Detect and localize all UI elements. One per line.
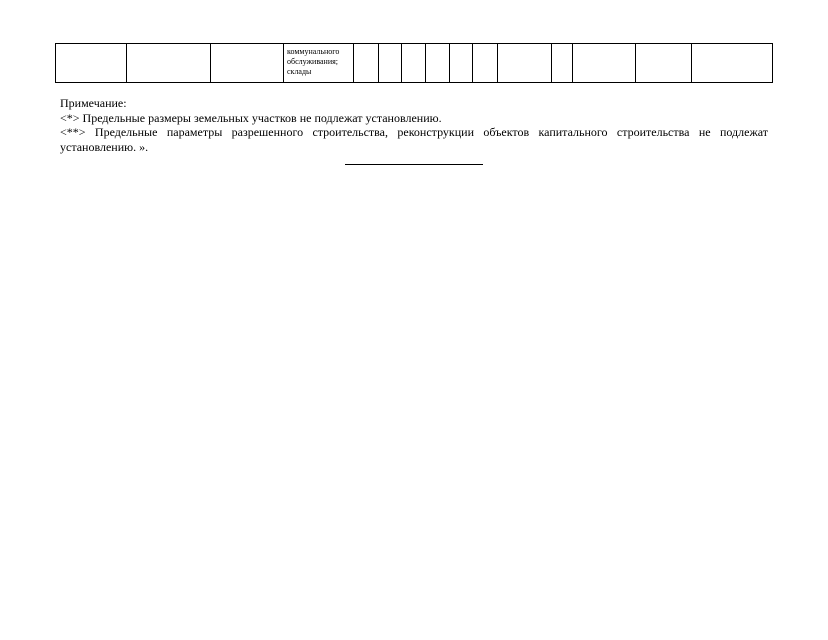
- table-cell: [450, 44, 473, 83]
- table-cell-use-type: коммунального обслуживания; склады: [284, 44, 354, 83]
- note-footnote-2: <**> Предельные параметры разрешенного строительства, реконструкции объектов капитального строительства не подлежат установлению. ».: [60, 125, 768, 154]
- table-cell: [211, 44, 284, 83]
- note-section: [60, 96, 768, 154]
- table-cell: [573, 44, 636, 83]
- table-cell: [692, 44, 773, 83]
- closing-rule: [345, 164, 483, 165]
- table-row: [56, 44, 773, 83]
- note-footnote-1: <*> Предельные размеры земельных участков не подлежат установлению.: [60, 110, 442, 125]
- table-cell: [56, 44, 127, 83]
- table-cell: [426, 44, 450, 83]
- table-cell: [473, 44, 498, 83]
- table-cell: [552, 44, 573, 83]
- table-cell: [379, 44, 402, 83]
- table-cell: [498, 44, 552, 83]
- table-cell: [354, 44, 379, 83]
- regulations-table: [55, 43, 773, 83]
- table-cell: [402, 44, 426, 83]
- table-cell: [127, 44, 211, 83]
- note-heading: Примечание:: [60, 96, 127, 110]
- table-cell: [636, 44, 692, 83]
